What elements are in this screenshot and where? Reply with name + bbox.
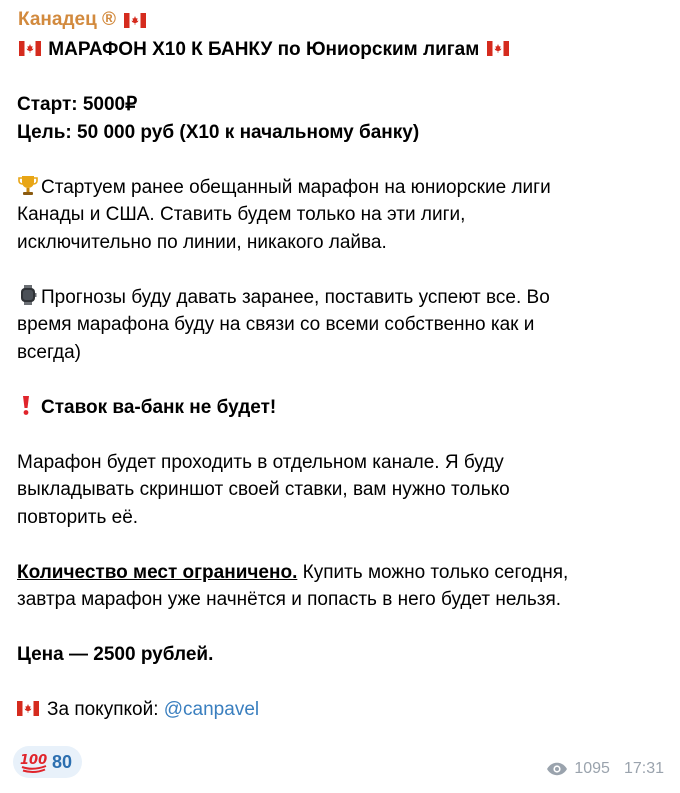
- warning-text: Ставок ва-банк не будет!: [41, 396, 277, 418]
- start-amount: Старт: 5000₽: [17, 94, 138, 115]
- post-title-line: [17, 36, 667, 64]
- canada-flag-icon: [124, 13, 146, 28]
- limited-seats-text: Количество мест ограничено.: [17, 561, 298, 583]
- hundred-points-icon: [19, 750, 49, 774]
- paragraph-forecast-line1: [17, 284, 667, 312]
- canada-flag-icon: [17, 701, 39, 716]
- reaction-count: 80: [52, 751, 73, 772]
- purchase-label: За покупкой:: [47, 699, 159, 720]
- paragraph-forecast-text1: Прогнозы буду давать заранее, поставить успеют все. Во: [41, 286, 550, 308]
- post-title: МАРАФОН Х10 К БАНКУ по Юниорским лигам: [48, 39, 480, 60]
- paragraph-channel-line1: Марафон будет проходить в отдельном канале. Я буду: [17, 451, 504, 473]
- paragraph-forecast-line2: время марафона буду на связи со всеми собственно как и: [17, 314, 535, 335]
- message-meta: [546, 760, 664, 778]
- canada-flag-icon: [19, 41, 41, 56]
- paragraph-intro-line1: [17, 174, 667, 202]
- message-time: 17:31: [623, 760, 664, 777]
- svg-text:100: 100: [20, 753, 48, 768]
- goal-amount: Цель: 50 000 руб (Х10 к начальному банку): [17, 121, 420, 143]
- reaction-button[interactable]: [13, 746, 82, 778]
- paragraph-limited-line1: [17, 559, 667, 587]
- purchase-line: [17, 696, 667, 724]
- views-count: 1095: [574, 760, 610, 777]
- paragraph-intro-text1: Стартуем ранее обещанный марафон на юниорские лиги: [41, 176, 551, 198]
- paragraph-channel-line3: повторить её.: [17, 506, 139, 528]
- watch-icon: [17, 284, 39, 306]
- exclamation-icon: [21, 394, 31, 416]
- channel-name-text: Канадец ®: [18, 9, 117, 30]
- paragraph-channel-line2: выкладывать скриншот своей ставки, вам нужно только: [17, 479, 510, 500]
- channel-name[interactable]: [18, 9, 148, 31]
- paragraph-forecast-line3: всегда): [17, 341, 82, 363]
- paragraph-intro-line2: Канады и США. Ставить будем только на эти лиги,: [17, 204, 466, 225]
- message-text: [17, 36, 667, 724]
- trophy-icon: [17, 174, 39, 196]
- views-eye-icon: [546, 762, 568, 776]
- paragraph-limited-rest: Купить можно только сегодня,: [297, 561, 569, 583]
- paragraph-limited-line2: завтра марафон уже начнётся и попасть в него будет нельзя.: [17, 589, 562, 610]
- warning-line: [17, 394, 667, 422]
- price-text: Цена — 2500 рублей.: [17, 644, 214, 665]
- purchase-username-link[interactable]: @canpavel: [163, 699, 260, 720]
- canada-flag-icon: [487, 41, 509, 56]
- paragraph-intro-line3: исключительно по линии, никакого лайва.: [17, 231, 387, 253]
